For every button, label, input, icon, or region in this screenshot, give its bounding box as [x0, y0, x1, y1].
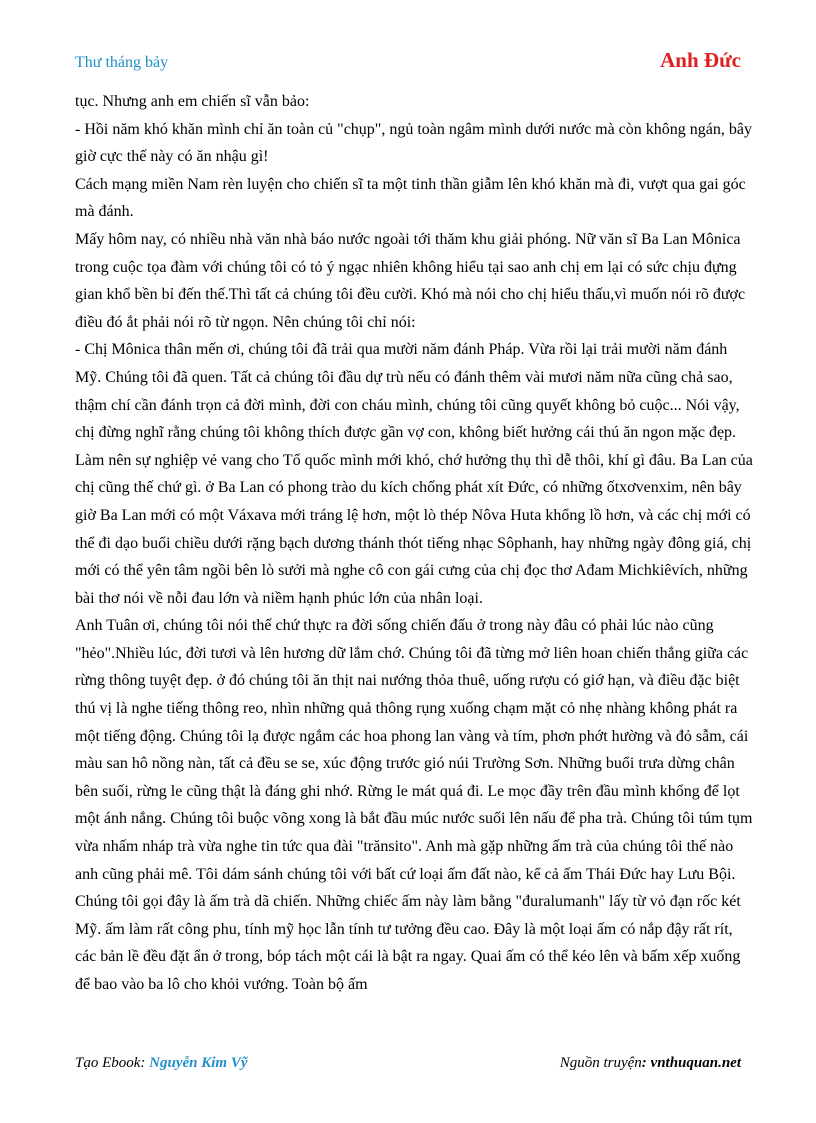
- paragraph: tục. Nhưng anh em chiến sĩ vẫn bảo:: [75, 93, 310, 110]
- source-site-name: vnthuquan.net: [650, 1055, 741, 1071]
- ebook-creator-name: Nguyễn Kim Vỹ: [149, 1055, 248, 1071]
- source-credit: [560, 1055, 741, 1072]
- paragraph: Cách mạng miền Nam rèn luyện cho chiến sĩ ta một tinh thần giẫm lên khó khăn mà đi, vượt qua gai góc mà đánh.: [75, 175, 746, 221]
- page-footer: [75, 1055, 741, 1079]
- page-header: [75, 48, 741, 78]
- ebook-credit-separator: :: [140, 1055, 150, 1071]
- paragraph: Mấy hôm nay, có nhiều nhà văn nhà báo nước ngoài tới thăm khu giải phóng. Nữ văn sĩ Ba Lan Mônica trong cuộc tọa đàm với chúng tôi có tỏ ý ngạc nhiên không hiểu tại sao anh chị em lại có sức chịu đựng gian khổ bền bỉ đến thế.Thì tất cả chúng tôi đều cười. Khó mà nói cho chị hiểu thấu,vì muốn nói rõ được điều đó ắt phải nói rõ từ ngọn. Nên chúng tôi chỉ nói:: [75, 230, 746, 331]
- book-title: Thư tháng bảy: [75, 54, 169, 71]
- paragraph: Anh Tuân ơi, chúng tôi nói thế chứ thực ra đời sống chiến đấu ở trong này đâu có phải lúc nào cũng "hẻo".Nhiều lúc, đời tươi và lên hương dữ lắm chớ. Chúng tôi đã từng mở liên hoan chiến thắng giữa các rừng thông tuyệt đẹp. ở đó chúng tôi ăn thịt nai nướng thỏa thuê, uống rượu có giớ hạn, và điều đặc biệt thú vị là nghe tiếng thông reo, nhìn những quả thông rụng xuống chạm mặt cỏ nhẹ nhàng không phát ra một tiếng động. Chúng tôi lạ được ngắm các hoa phong lan vàng và tím, phơn phớt hường và đỏ sẫm, cái màu san hô nồng nàn, tất cả đều se se, xúc động trước gió núi Trường Sơn. Những buổi trưa dừng chân bên suối, rừng le cũng thật là đáng ghi nhớ. Rừng le mát quá đi. Le mọc đầy trên đầu mình khổng để lọt một ánh nắng. Chúng tôi buộc võng xong là bắt đầu múc nước suối lên nấu để pha trà. Chúng tôi túm tụm vừa nhấm nháp trà vừa nghe tin tức qua đài "trănsito". Anh mà gặp những ấm trà của chúng tôi thế nào anh cũng phải mê. Tôi dám sánh chúng tôi với bất cứ loại ấm đất nào, kể cả ấm Thái Đức hay Lưu Bội. Chúng tôi gọi đây là ấm trà dã chiến. Những chiếc ấm này làm bằng "đuralumanh" lấy từ vỏ đạn rốc két Mỹ. ấm làm rất công phu, tính mỹ học lẫn tính tư tưởng đều cao. Đây là một loại ấm có nắp đậy rất rít, các bản lề đều đặt ẩn ở trong, bóp tách một cái là bật ra ngay. Quai ấm có thể kéo lên và bấm xếp xuống để bao vào ba lô cho khỏi vướng. Toàn bộ ấm: [75, 617, 753, 993]
- ebook-credit-label: Tạo Ebook: [75, 1055, 141, 1071]
- source-credit-separator: :: [641, 1055, 651, 1071]
- source-credit-label: Nguồn truyện: [559, 1055, 642, 1071]
- paragraph: - Chị Mônica thân mến ơi, chúng tôi đã trải qua mười năm đánh Pháp. Vừa rồi lại trải mười năm đánh Mỹ. Chúng tôi đã quen. Tất cả chúng tôi đầu dự trù nếu có đánh thêm vài mươi năm nữa cũng chả sao, thậm chí cần đánh trọn cả đời mình, đời con cháu mình, chúng tôi cũng quyết không bỏ cuộc... Nói vậy, chị đừng nghĩ rằng chúng tôi không thích được gần vợ con, không biết hưởng cái thú ăn ngon mặc đẹp. Làm nên sự nghiệp vẻ vang cho Tổ quốc mình mới khó, chớ hưởng thụ thì dễ thôi, khí gì đâu. Ba Lan của chị cũng thế chứ gì. ở Ba Lan có phong trào du kích chống phát xít Đức, có những ốtxơvenxim, nên bây giờ Ba Lan mới có một Váxava mới tráng lệ hơn, một lò thép Nôva Huta khổng lồ hơn, và các chị mới có thể đi dạo buổi chiều dưới rặng bạch dương thánh thót tiếng nhạc Sôphanh, hay những ngày đông giá, chị mới có thể yên tâm ngồi bên lò sưởi mà nghe cô con gái cưng của chị đọc thơ Ađam Michkiêvích, những bài thơ nói về nỗi đau lớn và niềm hạnh phúc lớn của nhân loại.: [75, 341, 753, 607]
- paragraph: - Hồi năm khó khăn mình chỉ ăn toàn củ "chụp", ngủ toàn ngâm mình dưới nước mà còn không ngán, bây giờ cực thế này có ăn nhậu gì!: [75, 120, 752, 166]
- ebook-credit: [75, 1055, 248, 1072]
- page-body: [75, 88, 755, 999]
- author-name: Anh Đức: [660, 48, 741, 72]
